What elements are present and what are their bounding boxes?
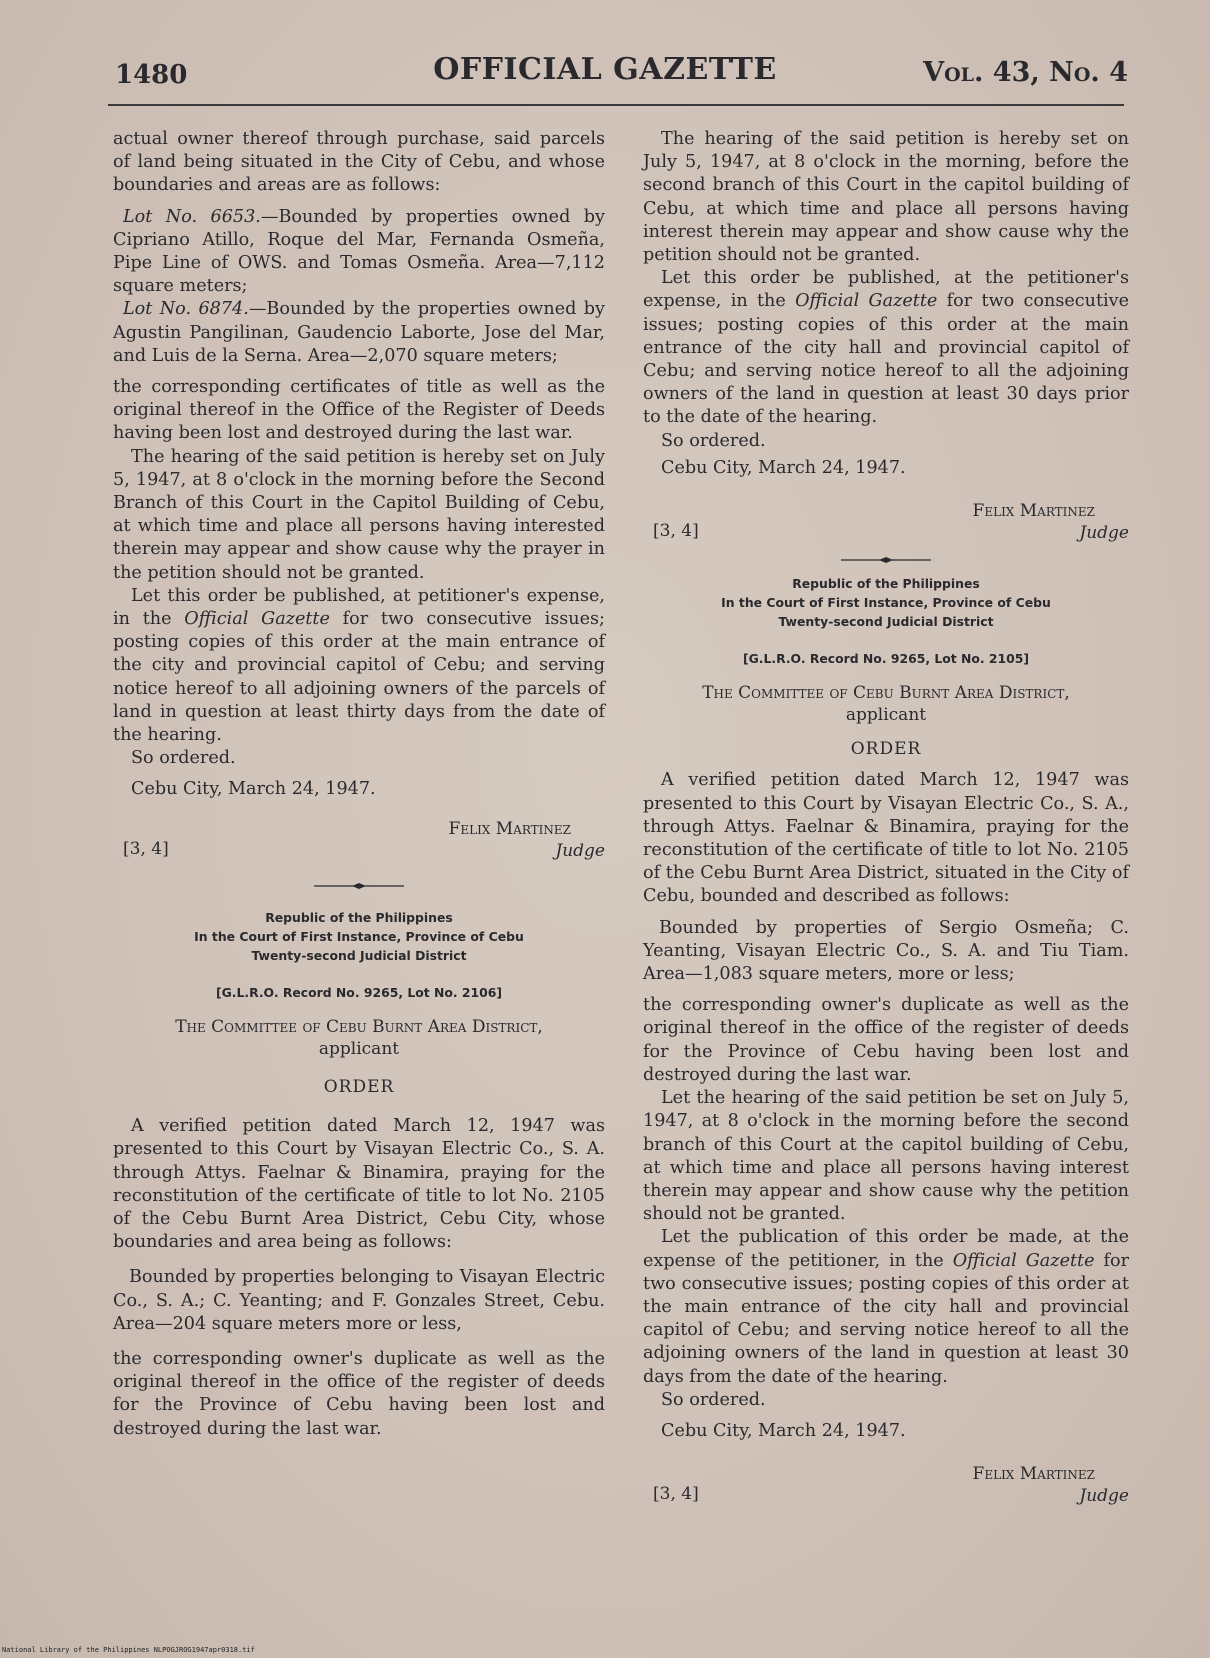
- party-role: applicant: [318, 1038, 400, 1059]
- text-span: Let this order be published, at the petitioner's expense, in the: [643, 268, 1129, 312]
- scan-footer: National Library of the Philippines NLPOGJROG1947apr0318.tif: [2, 1646, 255, 1654]
- publication-paragraph: [113, 585, 605, 747]
- court-line: In the Court of First Instance, Province of Cebu: [194, 928, 524, 944]
- party-name: The Committee of Cebu Burnt Area District,: [175, 1016, 543, 1037]
- section-divider: [643, 550, 1129, 570]
- header-rule: [108, 104, 1124, 106]
- text-span: for two consecutive issues; posting copies of this order at the main entrance of the city and provincial capitol of Cebu; and serving notice hereof to all adjoining owners of the parcels of land in question at least thirty days from the date of the hearing.: [113, 609, 605, 746]
- lot-6874-paragraph: [113, 298, 605, 368]
- petition-paragraph: A verified petition dated March 12, 1947 was presented to this Court by Visayan Electric Co., S. A., through Attys. Faelnar & Binamira, praying for the reconstitution of the certificate of title to lot No. 2105 of the Cebu Burnt Area District, situated in the City of Cebu, bounded and described as follows:: [643, 770, 1129, 907]
- signature-block: [113, 818, 605, 868]
- right-column: [643, 128, 1129, 1513]
- issue-reference: [3, 4]: [123, 838, 169, 859]
- section-divider: [113, 876, 605, 896]
- duplicate-paragraph: the corresponding owner's duplicate as well as the original thereof in the office of the register of deeds for the Province of Cebu having been lost and destroyed during the last war.: [113, 1348, 605, 1439]
- page-number: 1480: [115, 60, 188, 90]
- lot-label: Lot No. 6874.: [123, 299, 249, 320]
- text-span: Let this order be published, at petitioner's expense, in the: [113, 585, 605, 630]
- so-ordered: So ordered.: [131, 748, 236, 769]
- court-line: In the Court of First Instance, Province of Cebu: [721, 595, 1051, 611]
- hearing-paragraph-2: Let the hearing of the said petition be set on July 5, 1947, at 8 o'clock in the morning before the second branch of this Court at the capitol building of Cebu, at which time and place all persons having interest therein may appear and show cause why the petition should not be granted.: [643, 1088, 1129, 1225]
- intro-paragraph: actual owner thereof through purchase, said parcels of land being situated in the City of Cebu, and whose boundaries and areas are as follows:: [113, 129, 605, 196]
- publication-paragraph: [643, 267, 1129, 429]
- order-title: ORDER: [323, 1076, 395, 1097]
- volume-number: Vol. 43, No. 4: [923, 57, 1128, 88]
- so-ordered: So ordered.: [661, 430, 766, 451]
- order-title: ORDER: [850, 739, 922, 760]
- party-name: The Committee of Cebu Burnt Area District,: [702, 683, 1070, 704]
- order-date: Cebu City, March 24, 1947.: [131, 779, 376, 800]
- lot-description: —Bounded by properties owned by Cipriano Atillo, Roque del Mar, Fernanda Osmeña, Pipe Line of OWS. and Tomas Osmeña. Area—7,112 square meters;: [113, 206, 605, 297]
- so-ordered-2: So ordered.: [661, 1389, 766, 1410]
- lot-6653-paragraph: [113, 206, 605, 299]
- district-line: Twenty-second Judicial District: [778, 614, 994, 630]
- court-heading: [643, 574, 1129, 631]
- gazette-name: Official Gazette: [952, 1250, 1095, 1271]
- issue-reference: [3, 4]: [653, 521, 699, 542]
- certificates-paragraph: the corresponding certificates of title as well as the original thereof in the Office of the Register of Deeds having been lost and destroyed during the last war.: [113, 377, 605, 444]
- judge-title: Judge: [555, 840, 605, 861]
- publication-paragraph-2: [643, 1226, 1129, 1388]
- record-number: [G.L.R.O. Record No. 9265, Lot No. 2106]: [215, 984, 503, 1000]
- gazette-name: Official Gazette: [184, 609, 330, 630]
- record-number: [G.L.R.O. Record No. 9265, Lot No. 2105]: [742, 651, 1030, 667]
- text-span: for two consecutive issues; posting copies of this order at the main entrance of the city hall and provincial capitol of Cebu; and serving notice hereof to all the adjoining owners of the land in question at least 30 days prior to the date of the hearing.: [643, 291, 1130, 428]
- hearing-paragraph: The hearing of the said petition is hereby set on July 5, 1947, at 8 o'clock in the morning before the Second Branch of this Court in the Capitol Building of Cebu, at which time and place all persons having interested therein may appear and show cause why the prayer in the petition should not be granted.: [113, 446, 605, 583]
- order-date-2: Cebu City, March 24, 1947.: [661, 1420, 906, 1441]
- district-line: Twenty-second Judicial District: [251, 947, 467, 963]
- divider-ornament-icon: [314, 882, 404, 890]
- judge-name: Felix Martinez: [448, 818, 571, 839]
- gazette-name: Official Gazette: [795, 291, 938, 312]
- order-date: Cebu City, March 24, 1947.: [661, 457, 906, 478]
- issue-reference: [3, 4]: [653, 1484, 699, 1505]
- lot-label: Lot No. 6653.: [123, 206, 261, 227]
- petition-paragraph: A verified petition dated March 12, 1947 was presented to this Court by Visayan Electric Co., S. A. through Attys. Faelnar & Binamira, praying for the reconstitution of the certificate of title to lot No. 2105 of the Cebu Burnt Area District, Cebu City, whose boundaries and area being as follows:: [113, 1116, 605, 1253]
- bounded-paragraph: Bounded by properties belonging to Visayan Electric Co., S. A.; C. Yeanting; and F. Gonzales Street, Cebu. Area—204 square meters more or less,: [113, 1267, 605, 1334]
- lot-description: —Bounded by the properties owned by Agustin Pangilinan, Gaudencio Laborte, Jose del Mar, and Luis de la Serna. Area—2,070 square meters;: [113, 299, 605, 366]
- judge-name: Felix Martinez: [972, 501, 1095, 522]
- publication-title: OFFICIAL GAZETTE: [433, 52, 777, 87]
- duplicate-paragraph: the corresponding owner's duplicate as well as the original thereof in the office of the register of deeds for the Province of Cebu having been lost and destroyed during the last war.: [643, 995, 1129, 1085]
- judge-title: Judge: [1079, 523, 1129, 544]
- signature-block-2: [643, 1463, 1129, 1513]
- divider-ornament-icon: [841, 556, 931, 564]
- court-heading: [113, 908, 605, 965]
- signature-block: [643, 500, 1129, 550]
- republic-line: Republic of the Philippines: [792, 576, 980, 592]
- judge-title: Judge: [1079, 1486, 1129, 1507]
- party-role: applicant: [845, 705, 927, 726]
- bounded-paragraph: Bounded by properties of Sergio Osmeña; C. Yeanting, Visayan Electric Co., S. A. and Tiu Tiam. Area—1,083 square meters, more or less;: [643, 917, 1129, 985]
- hearing-paragraph: The hearing of the said petition is hereby set on July 5, 1947, at 8 o'clock in the morning, before the second branch of this Court in the capitol building of Cebu, at which time and place all persons having interest therein may appear and show cause why the petition should not be granted.: [643, 129, 1129, 266]
- page-header: [0, 52, 1210, 98]
- republic-line: Republic of the Philippines: [265, 909, 453, 925]
- text-span: Let the publication of this order be made, at the expense of the petitioner, in the: [643, 1227, 1129, 1271]
- text-span: for two consecutive issues; posting copies of this order at the main entrance of the city hall and provincial capitol of Cebu; and serving notice hereof to all the adjoining owners of the land in question at least 30 days from the date of the hearing.: [643, 1250, 1130, 1387]
- judge-name: Felix Martinez: [972, 1464, 1095, 1485]
- left-column: [113, 128, 605, 1441]
